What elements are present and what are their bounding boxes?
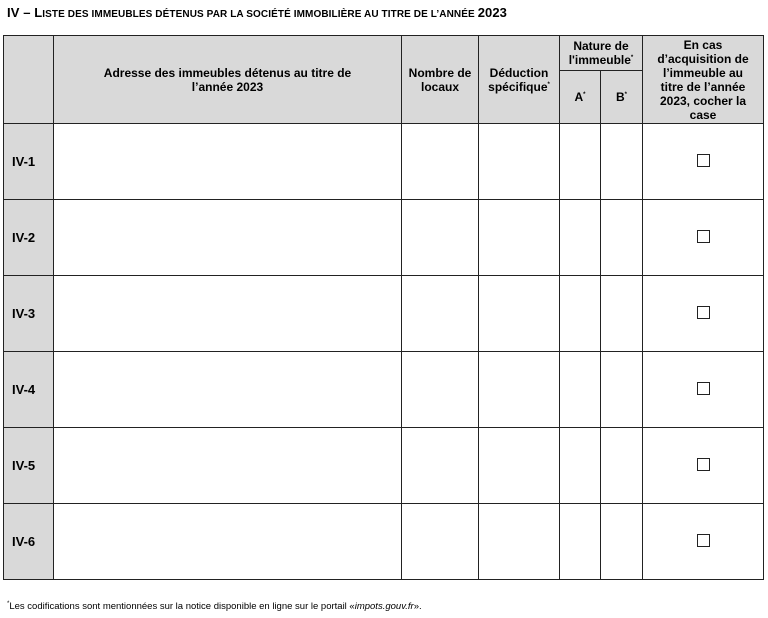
address-cell[interactable] (54, 352, 402, 428)
deduction-cell[interactable] (479, 200, 560, 276)
locaux-cell[interactable] (402, 352, 479, 428)
row-label: IV-4 (4, 352, 54, 428)
row-label: IV-2 (4, 200, 54, 276)
address-cell[interactable] (54, 428, 402, 504)
acquisition-checkbox[interactable] (697, 458, 710, 471)
acquisition-checkbox[interactable] (697, 306, 710, 319)
row-label: IV-1 (4, 124, 54, 200)
header-nature-immeuble: Nature de l'immeuble* (560, 36, 643, 71)
address-cell[interactable] (54, 276, 402, 352)
header-acquisition: En cas d’acquisition de l’immeuble au titre de l’année 2023, cocher la case (643, 36, 764, 124)
address-cell[interactable] (54, 124, 402, 200)
table-row (4, 200, 764, 276)
nature-b-cell[interactable] (601, 124, 643, 200)
locaux-cell[interactable] (402, 428, 479, 504)
row-label: IV-5 (4, 428, 54, 504)
acquisition-checkbox[interactable] (697, 230, 710, 243)
nature-b-cell[interactable] (601, 352, 643, 428)
nature-a-cell[interactable] (560, 124, 601, 200)
nature-a-cell[interactable] (560, 504, 601, 580)
address-cell[interactable] (54, 200, 402, 276)
acquisition-checkbox[interactable] (697, 382, 710, 395)
table-row (4, 352, 764, 428)
deduction-cell[interactable] (479, 428, 560, 504)
nature-a-cell[interactable] (560, 200, 601, 276)
acquisition-cell (643, 276, 764, 352)
deduction-cell[interactable] (479, 352, 560, 428)
locaux-cell[interactable] (402, 504, 479, 580)
table-row (4, 504, 764, 580)
deduction-cell[interactable] (479, 504, 560, 580)
table-row (4, 124, 764, 200)
footnote: *Les codifications sont mentionnées sur la notice disponible en ligne sur le portail «impots.gouv.fr». (7, 600, 422, 612)
acquisition-cell (643, 124, 764, 200)
nature-b-cell[interactable] (601, 276, 643, 352)
nature-b-cell[interactable] (601, 200, 643, 276)
row-label: IV-6 (4, 504, 54, 580)
acquisition-cell (643, 428, 764, 504)
nature-b-cell[interactable] (601, 428, 643, 504)
nature-a-cell[interactable] (560, 352, 601, 428)
acquisition-cell (643, 352, 764, 428)
locaux-cell[interactable] (402, 276, 479, 352)
locaux-cell[interactable] (402, 200, 479, 276)
nature-a-cell[interactable] (560, 276, 601, 352)
impots-link: impots.gouv.fr (354, 601, 414, 612)
section-title: IV – LISTE DES IMMEUBLES DÉTENUS PAR LA SOCIÉTÉ IMMOBILIÈRE AU TITRE DE L’ANNÉE 2023 (7, 5, 508, 20)
header-nature-b: B* (601, 71, 643, 124)
header-corner-cell (4, 36, 54, 124)
deduction-cell[interactable] (479, 276, 560, 352)
acquisition-cell (643, 200, 764, 276)
acquisition-checkbox[interactable] (697, 154, 710, 167)
locaux-cell[interactable] (402, 124, 479, 200)
row-label: IV-3 (4, 276, 54, 352)
table-row (4, 276, 764, 352)
address-cell[interactable] (54, 504, 402, 580)
header-deduction-specifique: Déduction spécifique* (479, 36, 560, 124)
header-nature-a: A* (560, 71, 601, 124)
deduction-cell[interactable] (479, 124, 560, 200)
nature-a-cell[interactable] (560, 428, 601, 504)
nature-b-cell[interactable] (601, 504, 643, 580)
header-address: Adresse des immeubles détenus au titre de l’année 2023 (54, 36, 402, 124)
header-nombre-locaux: Nombre de locaux (402, 36, 479, 124)
acquisition-checkbox[interactable] (697, 534, 710, 547)
acquisition-cell (643, 504, 764, 580)
table-row (4, 428, 764, 504)
immeubles-table (3, 35, 764, 580)
